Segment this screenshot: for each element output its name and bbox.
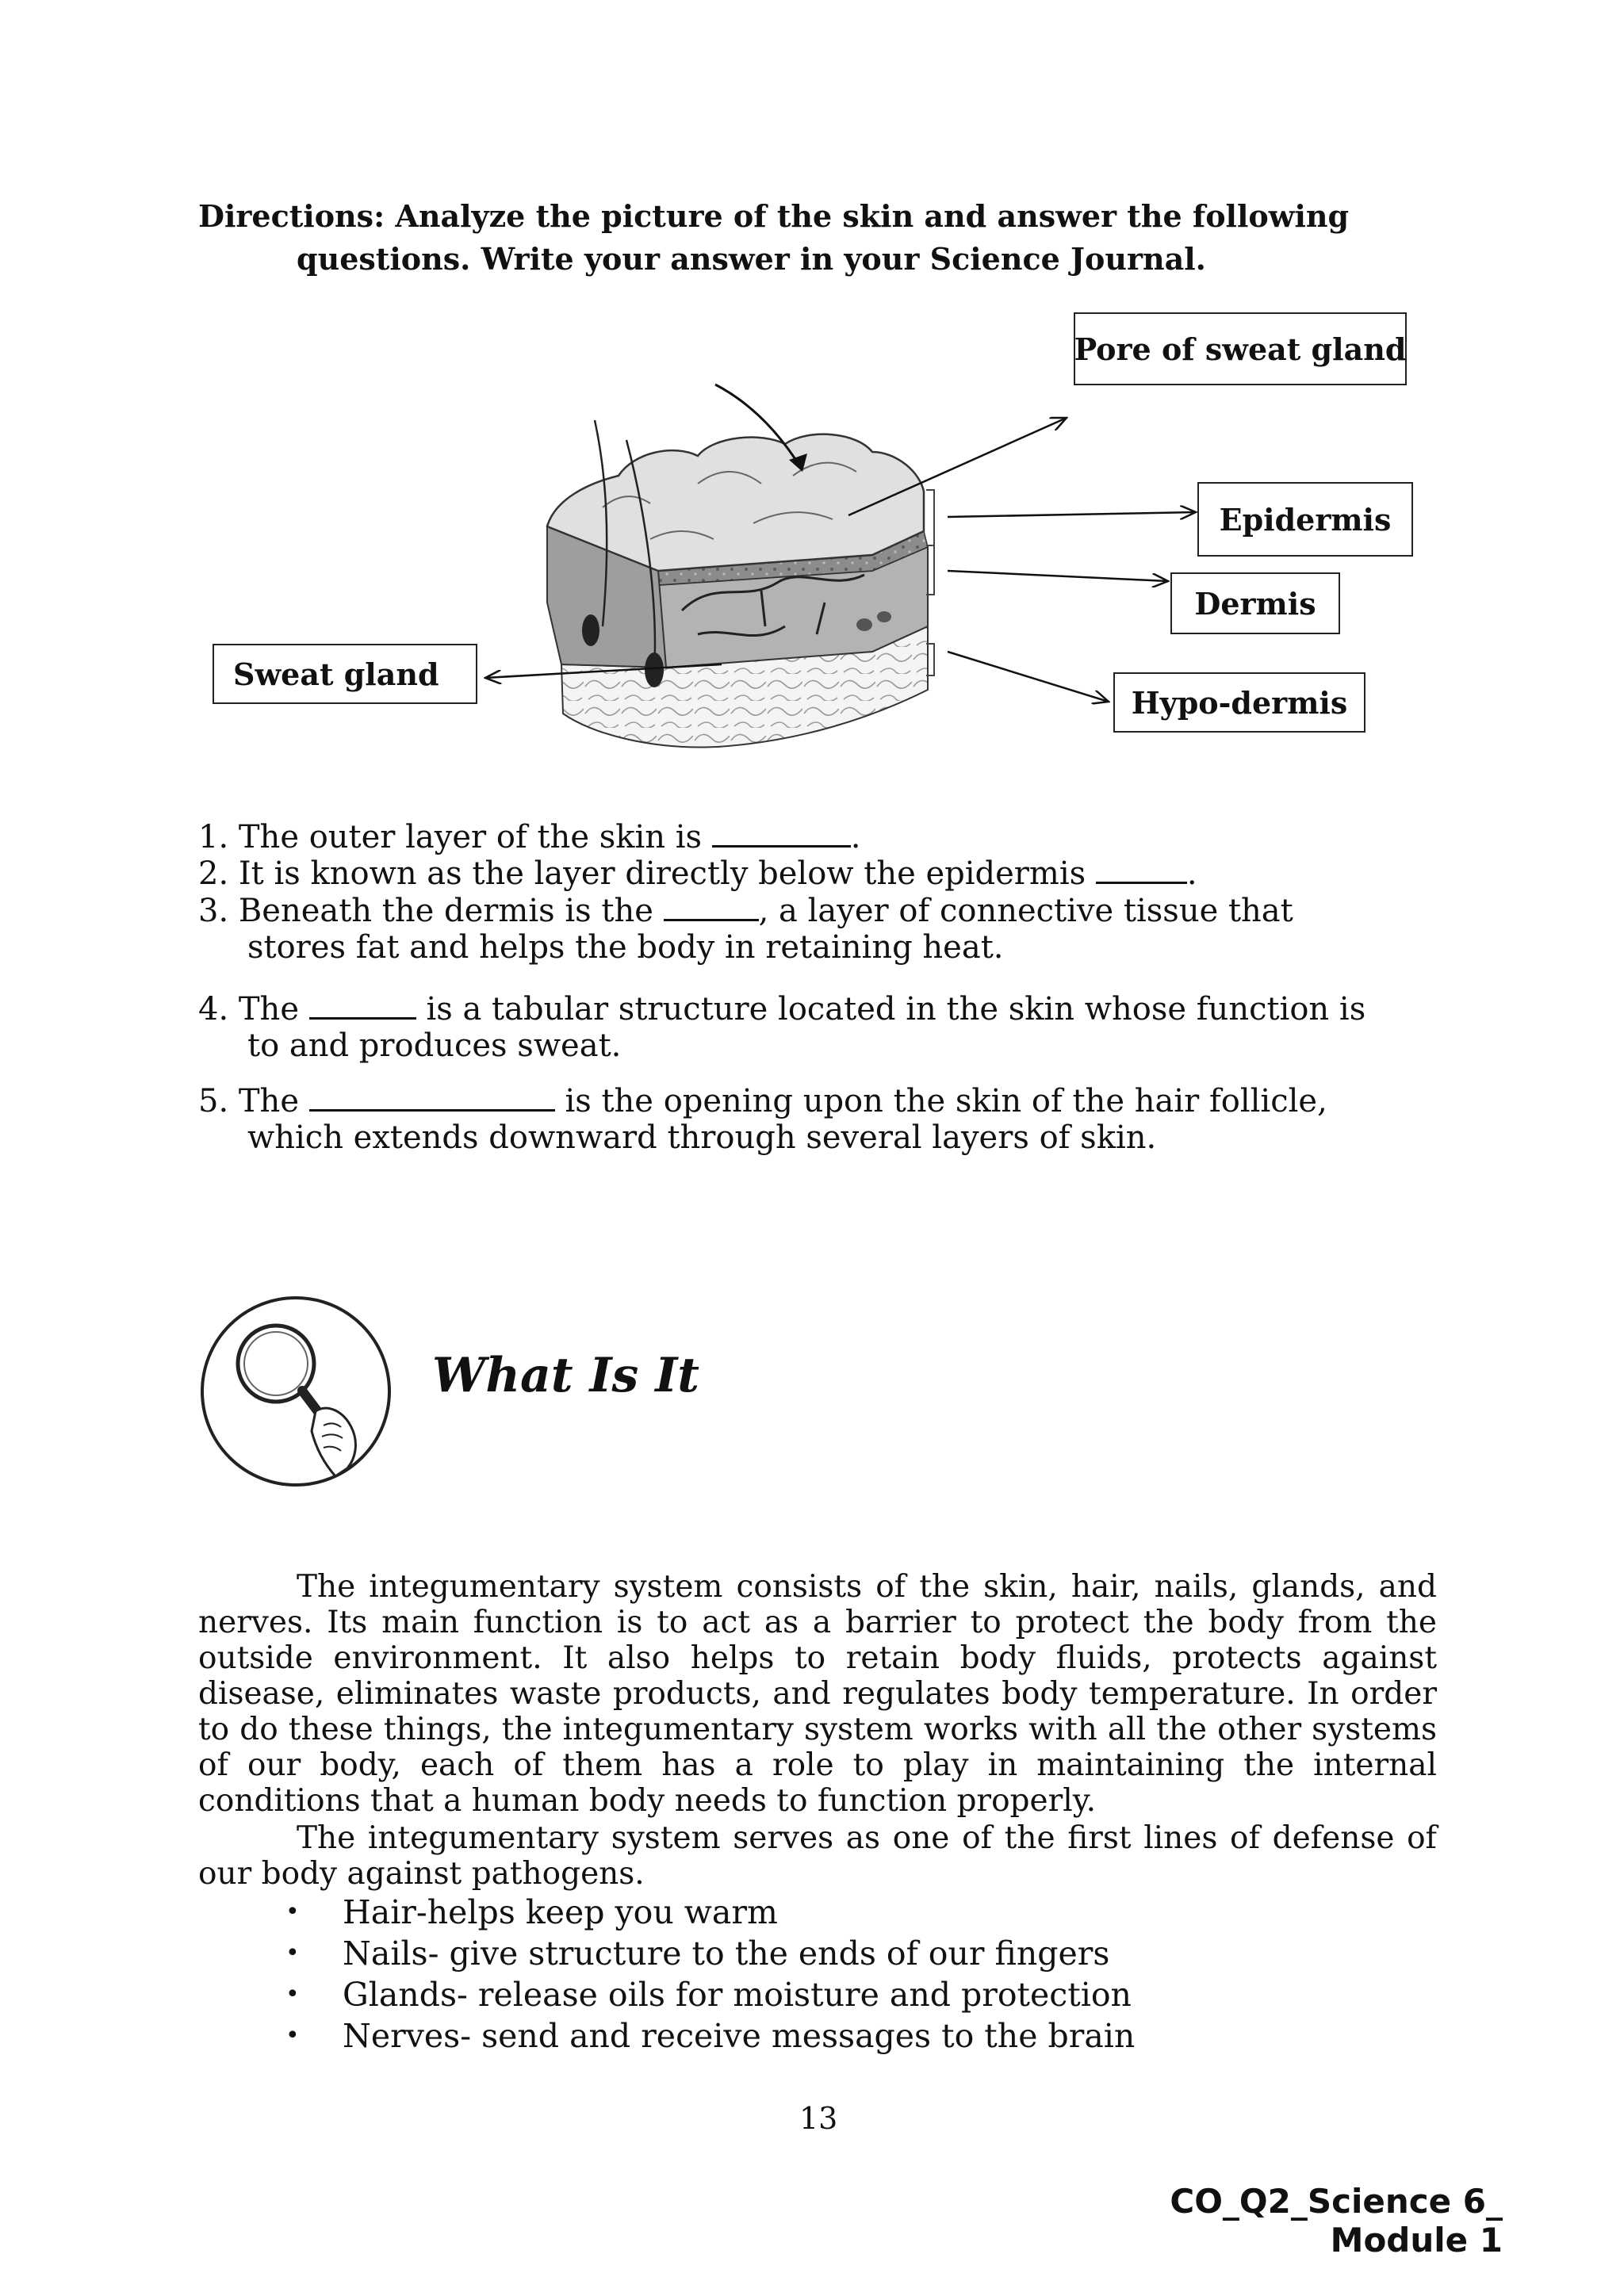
list-item-text: Nerves- send and receive messages to the brain [343, 2017, 1136, 2055]
q4-text: 4. The [198, 991, 299, 1027]
q1-blank [712, 820, 851, 848]
q3-blank [664, 894, 759, 921]
question-2 [198, 855, 1443, 892]
list-item-text: Hair-helps keep you warm [343, 1893, 778, 1931]
arrow-epidermis [948, 512, 1196, 517]
q5-text: 5. The [198, 1083, 299, 1119]
q1-text: 1. The outer layer of the skin is [198, 819, 703, 855]
q4-continuation: to and produces sweat. [247, 1027, 622, 1064]
list-item [285, 1974, 1135, 2015]
q5-blank [309, 1084, 555, 1112]
label-pore-of-sweat-gland: Pore of sweat gland [1074, 312, 1407, 385]
question-4 [198, 991, 1443, 1064]
list-item [285, 2015, 1135, 2057]
list-item-text: Nails- give structure to the ends of our fingers [343, 1934, 1110, 1973]
arrow-hypodermis [948, 652, 1109, 702]
q3-continuation: stores fat and helps the body in retaining heat. [247, 929, 1004, 966]
q2-end: . [1186, 855, 1197, 892]
q2-text: 2. It is known as the layer directly below the epidermis [198, 855, 1086, 892]
list-item [285, 1892, 1135, 1933]
label-epidermis: Epidermis [1197, 482, 1413, 557]
q4-blank [309, 992, 416, 1020]
footer-module-code: CO_Q2_Science 6_ Module 1 [1170, 2182, 1503, 2260]
skin-block [547, 385, 928, 747]
question-1 [198, 819, 1443, 855]
q2-blank [1096, 856, 1187, 884]
list-item-text: Glands- release oils for moisture and protection [343, 1976, 1132, 2014]
directions-line-2: questions. Write your answer in your Science Journal. [297, 241, 1206, 277]
bullet-icon: • [285, 1939, 300, 1967]
arrow-dermis [948, 571, 1168, 581]
bullet-list [285, 1892, 1135, 2057]
bullet-icon: • [285, 1898, 300, 1926]
body-paragraph-1: The integumentary system consists of the skin, hair, nails, glands, and nerves. Its main function is to act as a barrier to protect the body from the outside environment. It also helps to retain body fluids, protects against disease, eliminates waste products, and regulates body temperature. In order to do these things, the integumentary system works with all the other systems of our body, each of them has a role to play in maintaining the internal conditions that a human body needs to function properly. [198, 1569, 1437, 1819]
question-3 [198, 893, 1443, 966]
directions-line-1: Directions: Analyze the picture of the skin and answer the following [198, 198, 1350, 234]
list-item [285, 1933, 1135, 1974]
magnifying-glass-icon [197, 1292, 395, 1490]
section-title: What Is It [432, 1348, 700, 1403]
question-5 [198, 1083, 1443, 1156]
label-hypodermis: Hypo-dermis [1113, 672, 1365, 733]
q3-text-2: , a layer of connective tissue that [758, 893, 1293, 929]
q4-text-2: is a tabular structure located in the skin whose function is [426, 991, 1366, 1027]
q1-end: . [850, 819, 861, 855]
bullet-icon: • [285, 2022, 300, 2049]
body-paragraph-2: The integumentary system serves as one of the first lines of defense of our body against pathogens. [198, 1820, 1437, 1892]
label-sweat-gland: Sweat gland [213, 644, 477, 704]
q3-text: 3. Beneath the dermis is the [198, 893, 653, 929]
page-number: 13 [799, 2101, 838, 2136]
bullet-icon: • [285, 1980, 300, 2008]
q5-text-2: is the opening upon the skin of the hair follicle, [565, 1083, 1327, 1119]
q5-continuation: which extends downward through several layers of skin. [247, 1119, 1157, 1156]
label-dermis: Dermis [1170, 572, 1340, 634]
